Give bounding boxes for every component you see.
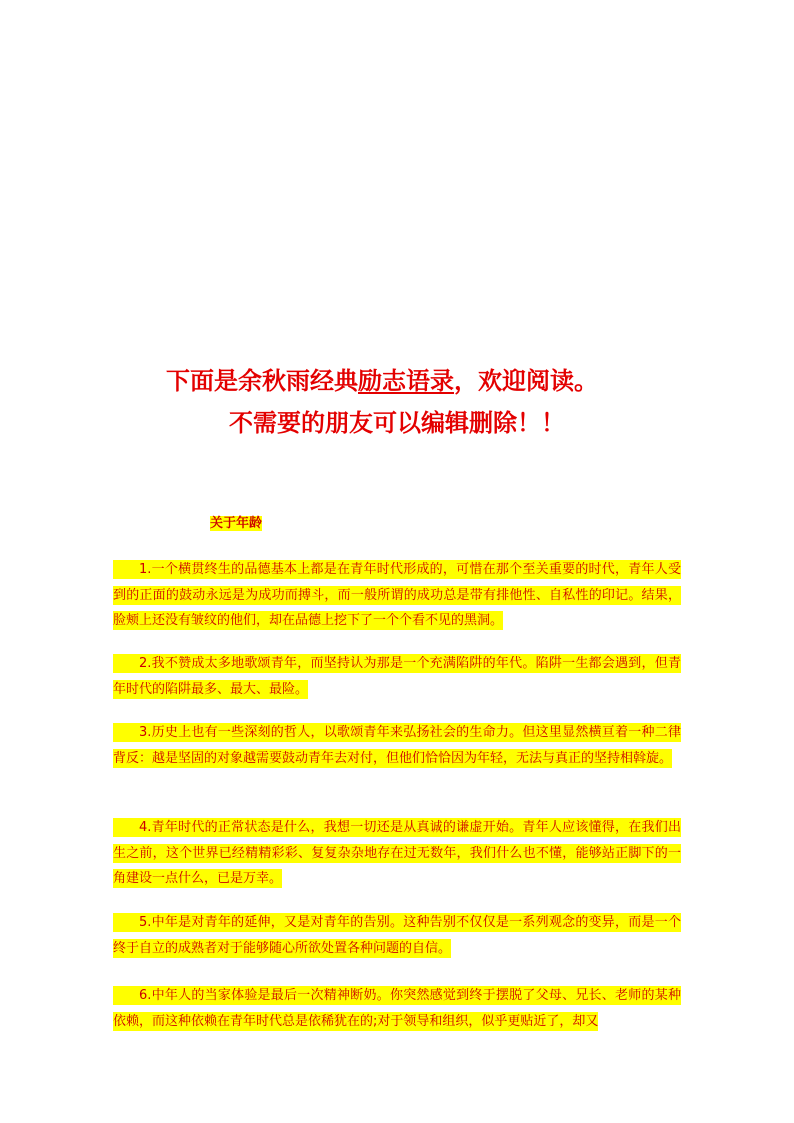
paragraph [113,983,681,1034]
paragraph [113,815,681,892]
paragraph [113,720,681,771]
paragraph-text: 1.一个横贯终生的品德基本上都是在青年时代形成的，可惜在那个至关重要的时代，青年人受到的正面的鼓动永远是为成功而搏斗，而一般所谓的成功总是带有排他性、自私性的印记。结果，脸颊上还没有皱纹的他们，却在品德上挖下了一个个看不见的黑洞。 [113,562,681,628]
title-text-part: 下面是余秋雨经典 [166,366,358,395]
paragraph-text: 4.青年时代的正常状态是什么，我想一切还是从真诚的谦虚开始。青年人应该懂得，在我们出生之前，这个世界已经精精彩彩、复复杂杂地存在过无数年，我们什么也不懂，能够站正脚下的一角建设一点什么，已是万幸。 [113,820,681,886]
paragraph-text: 6.中年人的当家体验是最后一次精神断奶。你突然感觉到终于摆脱了父母、兄长、老师的某种依赖，而这种依赖在青年时代总是依稀犹在的;对于领导和组织，似乎更贴近了，却又 [113,988,681,1029]
page-title-line-2: 不需要的朋友可以编辑删除！！ [229,408,565,437]
paragraph [113,651,681,702]
paragraph-text: 5.中年是对青年的延伸，又是对青年的告别。这种告别不仅仅是一系列观念的变异，而是一个终于自立的成熟者对于能够随心所欲处置各种问题的自信。 [113,915,681,956]
paragraph-text: 3.历史上也有一些深刻的哲人，以歌颂青年来弘扬社会的生命力。但这里显然横亘着一种二律背反：越是坚固的对象越需要鼓动青年去对付，但他们恰恰因为年轻，无法与真正的坚持相斡旋。 [113,725,681,766]
paragraph-text: 2.我不赞成太多地歌颂青年，而坚持认为那是一个充满陷阱的年代。陷阱一生都会遇到，但青年时代的陷阱最多、最大、最险。 [113,656,681,697]
paragraph [113,557,681,634]
section-title [210,514,262,534]
page-title-line-1 [0,366,794,396]
title-text-part: ，欢迎阅读。 [454,366,598,395]
title-underlined-text: 励志语录 [358,366,454,395]
section-title-text: 关于年龄 [210,516,263,531]
paragraph [113,910,681,961]
